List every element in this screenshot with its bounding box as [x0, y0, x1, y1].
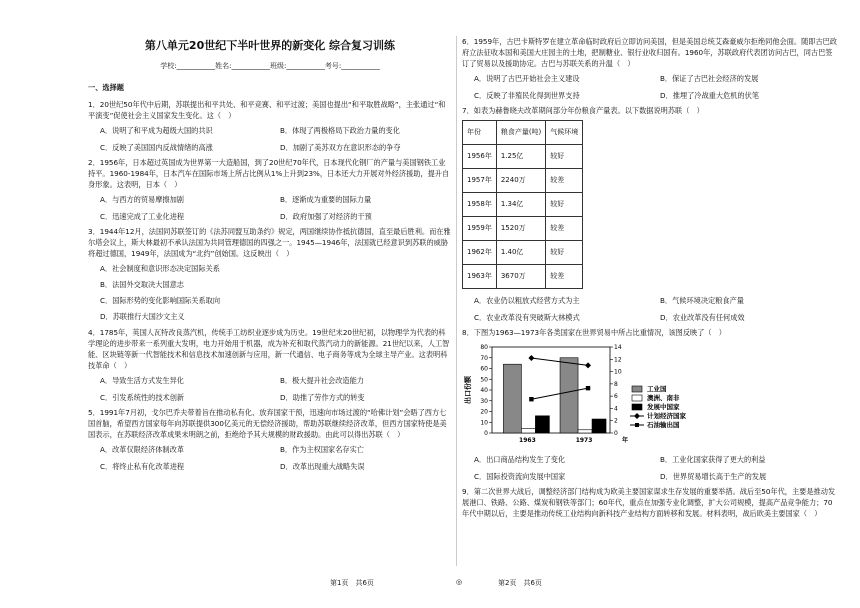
point-石油输出国	[529, 397, 533, 401]
question-4	[88, 327, 452, 403]
table-cell: 较差	[546, 217, 583, 241]
y-right-tick-label: 8	[614, 380, 618, 388]
option-d: D．苏联推行大国沙文主义	[100, 312, 185, 321]
table-header: 气候环境	[546, 121, 583, 145]
trade-share-chart	[462, 341, 692, 447]
y-left-tick-label: 10	[480, 419, 488, 427]
y-right-tick-label: 14	[614, 344, 622, 351]
question-5	[88, 407, 452, 472]
table-row	[463, 169, 583, 193]
option-a: A．说明了古巴开始社会主义建设	[474, 74, 580, 83]
option-d: D．改革出现重大战略失误	[280, 462, 365, 471]
option-c: C．迅速完成了工业化进程	[100, 212, 185, 221]
bar-澳洲、南非	[578, 430, 592, 433]
grain-output-table	[462, 120, 583, 289]
point-计划经济国家	[585, 362, 591, 368]
legend-swatch	[632, 404, 642, 410]
option-c: C．农业改革没有突破斯大林模式	[474, 313, 580, 322]
table-cell: 较好	[546, 193, 583, 217]
question-1	[88, 99, 452, 153]
legend-label: 发展中国家	[647, 403, 680, 411]
option-c: C．反映了美国国内反战情绪的高涨	[100, 143, 213, 152]
option-a: A．说明了和平成为超级大国的共识	[100, 126, 213, 135]
y-right-tick-label: 12	[614, 356, 622, 364]
table-row	[463, 241, 583, 265]
question-6	[462, 36, 838, 101]
option-a: A．与西方的贸易摩擦加剧	[100, 195, 184, 204]
y-right-tick-label: 10	[614, 368, 622, 376]
table-row	[463, 265, 583, 289]
legend-marker	[634, 413, 640, 419]
table-header: 粮食产量(吨)	[496, 121, 545, 145]
question-stem: 8．下图为1963—1973年各类国家在世界贸易中所占比重情况，该图反映了（ ）	[462, 328, 726, 337]
y-axis-label: 出口份额	[464, 376, 472, 404]
option-b: B．体现了两极格局下政治力量的变化	[280, 126, 400, 135]
table-header-row	[463, 121, 583, 145]
option-a: A．社会制度和意识形态决定国际关系	[100, 264, 220, 273]
question-stem: 5．1991年7月初，戈尔巴乔夫带着旨在推动私有化、放弃国家干预，迅速向市场过渡的“哈佛计划”会晤了西方七国首脑，希望西方国家每年向苏联提供300亿美元的无偿经济援助，帮助苏联继续经济改革，但西方国家特使是美国表示，在苏联经济改革成果未明朗之前，拒绝给予其大规模的财政援助。由此可以得出苏联（ ）	[88, 408, 447, 439]
table-cell: 2240万	[496, 169, 545, 193]
option-d: D．推埋了冷战重大危机的伏笔	[660, 91, 759, 100]
y-left-tick-label: 20	[480, 408, 488, 416]
option-b: B．逐渐成为重要的国际力量	[280, 195, 372, 204]
option-b: B．气候环境决定粮食产量	[660, 296, 744, 305]
legend-swatch	[632, 386, 642, 392]
option-b: B．法国外交取决大国意志	[100, 280, 184, 289]
legend-marker	[635, 423, 639, 427]
table-cell: 较好	[546, 241, 583, 265]
line-计划经济国家	[531, 358, 588, 365]
option-d: D．农业改革没有任何成效	[660, 313, 745, 322]
option-c: C．反映了非殖民化得到世界支持	[474, 91, 580, 100]
question-stem: 7．如表为赫鲁晓夫改革期间部分年份粮食产量表。以下数据说明苏联（ ）	[462, 106, 704, 115]
y-left-tick-label: 60	[480, 365, 488, 373]
question-8	[462, 327, 838, 482]
bar-发展中国家	[592, 419, 606, 433]
question-stem: 1．20世纪50年代中后期，苏联提出和平共处、和平竞赛、和平过渡；美国也提出“和平取胜战略”，主张通过“和平演变”促使社会主义国家发生变化。这（ ）	[88, 100, 446, 120]
question-9	[462, 486, 838, 519]
table-cell: 1962年	[463, 241, 497, 265]
right-column	[462, 36, 838, 522]
bar-发展中国家	[535, 416, 549, 433]
option-d: D．世界贸易增长高于生产的发展	[660, 472, 767, 481]
question-stem: 3．1944年12月，法国同苏联签订的《法苏同盟互助条约》规定，两国继续协作抵抗德国，直至最后胜利。而在雅尔塔会议上，斯大林最初不承认法国为共同管理德国的四强之一。1945—1946年，法国就已经意识到苏联的威胁将超过德国，1949年，法国成为“北约”创始国。这反映出（ ）	[88, 227, 451, 258]
table-cell: 1.25亿	[496, 145, 545, 169]
y-left-tick-label: 30	[480, 397, 488, 405]
legend-label: 石油输出国	[647, 421, 680, 429]
table-cell: 1957年	[463, 169, 497, 193]
legend-label: 工业国	[647, 385, 667, 393]
question-3	[88, 226, 452, 322]
option-a: A．改革仅限经济体制改革	[100, 445, 184, 454]
left-column	[88, 36, 452, 476]
bar-澳洲、南非	[521, 429, 535, 433]
legend-swatch	[632, 395, 642, 401]
table-cell: 1958年	[463, 193, 497, 217]
option-b: B．作为主权国家名存实亡	[280, 445, 364, 454]
table-cell: 1963年	[463, 265, 497, 289]
y-left-tick-label: 70	[480, 354, 488, 362]
table-cell: 3670万	[496, 265, 545, 289]
option-d: D．助推了劳作方式的转变	[280, 393, 365, 402]
x-tick-label: 1963	[519, 437, 536, 444]
option-c: C．将终止私有化改革进程	[100, 462, 185, 471]
option-a: A．出口商品结构发生了变化	[474, 455, 566, 464]
option-b: B．工业化国家获得了更大的利益	[660, 455, 766, 464]
x-tick-label: 1973	[575, 437, 593, 444]
legend-label: 计划经济国家	[647, 412, 686, 420]
table-row	[463, 145, 583, 169]
option-d: D．加剧了美苏双方在意识形态的争夺	[280, 143, 401, 152]
center-mark: ◎	[456, 578, 463, 586]
question-stem: 2．1956年，日本超过英国成为世界第一大造船国，到了20世纪70年代，日本现代化钢厂的产量与美国钢铁工业持平。1960-1984年，日本汽车在国际市场上所占比例从1%上升到23%，日本还大力开展对外经济援助，提升自身形象。这表明，日本（ ）	[88, 158, 450, 189]
y-left-tick-label: 0	[484, 430, 488, 437]
option-c: C．国际投资流向发展中国家	[474, 472, 566, 481]
bar-工业国	[503, 364, 521, 433]
table-cell: 1959年	[463, 217, 497, 241]
point-石油输出国	[586, 386, 590, 390]
bar-工业国	[560, 358, 578, 433]
y-right-tick-label: 2	[614, 417, 618, 425]
y-left-tick-label: 50	[480, 376, 488, 384]
table-row	[463, 193, 583, 217]
table-cell: 1.34亿	[496, 193, 545, 217]
page-number-right: 第2页 共6页	[498, 579, 542, 587]
question-stem: 9．第二次世界大战后，调整经济部门结构成为欧美主要国家谋求生存发展的重要举措。战后至50年代，主要是推动发展港口、铁路、公路、煤炭和钢铁等部门；60年代，重点在加强专业化调整，扩大公司规模，提高产品竞争能力；70年代中期以后，主要是推动传统工业结构向新科技产业结构方面转移和发展。材料表明，战后欧美主要国家（ ）	[462, 487, 836, 518]
column-divider	[456, 36, 457, 566]
y-right-tick-label: 4	[614, 405, 618, 413]
page-title: 第八单元20世纪下半叶世界的新变化 综合复习训练	[144, 39, 396, 52]
option-c: C．国际形势的变化影响国际关系取向	[100, 296, 221, 305]
x-unit-label: 年	[622, 437, 629, 444]
option-c: C．引发系统性的技术创新	[100, 393, 185, 402]
option-d: D．政府加强了对经济的干预	[280, 212, 372, 221]
option-a: A．导致生活方式发生异化	[100, 376, 184, 385]
table-cell: 较好	[546, 145, 583, 169]
line-石油输出国	[531, 388, 588, 399]
table-cell: 较差	[546, 169, 583, 193]
y-left-tick-label: 40	[480, 387, 488, 394]
question-stem: 4．1785年，英国人瓦特改良蒸汽机，传统手工纺织业逐步成为历史。19世纪末20世纪初，以物理学为代表的科学理论的进步带来一系列重大发明，电力开始用于机器，成为补充和取代蒸汽动力的新能源。21世纪以来，人工智能、区块链等新一代智能技术和信息技术加速创新与应用，新一代通信、电子商务等成为全球主导产业。这表明科技革命（ ）	[88, 328, 450, 370]
point-计划经济国家	[528, 355, 534, 361]
page-number-left: 第1页 共6页	[330, 579, 374, 587]
question-2	[88, 157, 452, 222]
y-right-tick-label: 0	[614, 430, 618, 437]
legend-label: 澳洲、南非	[647, 394, 680, 402]
table-cell: 1956年	[463, 145, 497, 169]
option-a: A．农业仍以粗放式经营方式为主	[474, 296, 580, 305]
section-heading: 一、选择题	[88, 83, 124, 92]
y-left-tick-label: 80	[480, 344, 488, 351]
table-header: 年份	[463, 121, 497, 145]
option-b: B．极大提升社会改造能力	[280, 376, 364, 385]
question-7	[462, 105, 838, 323]
table-cell: 1520万	[496, 217, 545, 241]
question-stem: 6．1959年，古巴卡斯特罗在建立革命临时政府后立即访问美国，但是美国总统艾森豪威尔拒绝同他会面。随即古巴政府立法征收本国和美国大庄园主的土地，把制糖业、银行业收归国有。1960年，苏联政府代表团访问古巴，同古巴签订了贸易以及援助协定。古巴与苏联关系的升温（ ）	[462, 37, 838, 68]
y-right-tick-label: 6	[614, 393, 618, 401]
table-cell: 1.40亿	[496, 241, 545, 265]
option-b: B．保证了古巴社会经济的发展	[660, 74, 759, 83]
table-row	[463, 217, 583, 241]
student-info-line: 学校:___________姓名:___________班级:___________考号:___________	[160, 62, 380, 70]
table-cell: 较差	[546, 265, 583, 289]
